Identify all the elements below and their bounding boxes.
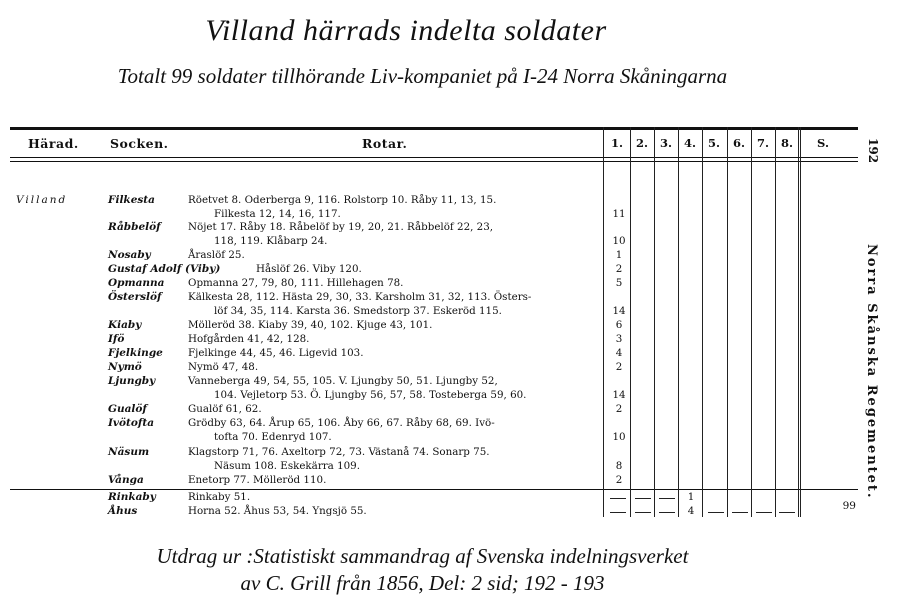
header-col-4: 4. [683, 136, 696, 150]
count-cell: 8 [615, 460, 623, 472]
col-line [678, 127, 679, 517]
count-cell: 11 [612, 208, 626, 220]
rotar-text: tofta 70. Edenryd 107. [214, 431, 332, 443]
page-subtitle: Totalt 99 soldater tillhörande Liv-kompaniet på I-24 Norra Skåningarna [117, 64, 728, 88]
count-cell: 2 [615, 361, 623, 373]
count-cell: 4 [687, 505, 695, 517]
col-line [603, 127, 604, 517]
rotar-text: Fjelkinge 44, 45, 46. Ligevid 103. [188, 347, 364, 359]
socken-name: Rinkaby [108, 491, 156, 503]
rotar-text: Åraslöf 25. [188, 249, 245, 261]
regiment-side-title: Norra Skånska Regementet. [864, 244, 879, 500]
table-header-rule-2 [10, 161, 858, 162]
count-cell: 14 [612, 305, 626, 317]
col-line [702, 127, 703, 517]
header-col-2: 2. [635, 136, 648, 150]
count-cell: 10 [612, 431, 626, 443]
socken-name: Gualöf [108, 403, 147, 415]
rotar-text: Grödby 63, 64. Årup 65, 106. Åby 66, 67. Råby 68, 69. Ivö- [188, 417, 495, 429]
count-cell: 1 [615, 249, 623, 261]
socken-name: Åhus [108, 505, 138, 517]
rotar-text: Nöjet 17. Råby 18. Råbelöf by 19, 20, 21. Råbbelöf 22, 23, [188, 221, 494, 233]
socken-name: Kiaby [108, 319, 142, 331]
header-col-8: 8. [780, 136, 793, 150]
page-number: 192 [866, 138, 880, 164]
count-cell: 6 [615, 319, 623, 331]
rotar-text: Enetorp 77. Mölleröd 110. [188, 474, 327, 486]
count-cell: 14 [612, 389, 626, 401]
header-harad: Härad. [28, 136, 79, 151]
socken-name: Nosaby [108, 249, 151, 261]
header-col-1: 1. [610, 136, 623, 150]
rotar-text: Kälkesta 28, 112. Hästa 29, 30, 33. Karsholm 31, 32, 113. Östers- [188, 291, 532, 303]
header-col-7: 7. [756, 136, 769, 150]
rotar-text: Röetvet 8. Oderberga 9, 116. Rolstorp 10. Råby 11, 13, 15. [188, 194, 497, 206]
empty-cell-dash [659, 512, 675, 513]
empty-cell-dash [610, 498, 626, 499]
rotar-text: Håslöf 26. Viby 120. [256, 263, 362, 275]
source-citation-line-1: Utdrag ur :Statistiskt sammandrag af Svenska indelningsverket [156, 544, 689, 568]
count-cell: 10 [612, 235, 626, 247]
empty-cell-dash [635, 512, 651, 513]
col-line [775, 127, 776, 517]
rotar-text: Filkesta 12, 14, 16, 117. [214, 208, 341, 220]
col-line [630, 127, 631, 517]
socken-name: Näsum [108, 446, 150, 458]
rotar-text: 118, 119. Klåbarp 24. [214, 235, 328, 247]
total-count: 99 [842, 500, 856, 512]
empty-cell-dash [756, 512, 772, 513]
count-cell: 3 [615, 333, 623, 345]
rotar-text: Rinkaby 51. [188, 491, 251, 503]
rotar-text: Opmanna 27, 79, 80, 111. Hillehagen 78. [188, 277, 404, 289]
empty-cell-dash [659, 498, 675, 499]
count-cell: 2 [615, 263, 623, 275]
socken-name: Ifö [108, 333, 125, 345]
rotar-text: Näsum 108. Eskekärra 109. [214, 460, 360, 472]
rinkaby-separator [10, 489, 858, 490]
header-rotar: Rotar. [362, 136, 408, 151]
page-title: Villand härrads indelta soldater [205, 14, 607, 47]
empty-cell-dash [779, 512, 795, 513]
empty-cell-dash [610, 512, 626, 513]
source-citation-line-2: av C. Grill från 1856, Del: 2 sid; 192 - 193 [240, 571, 605, 595]
col-line [751, 127, 752, 517]
socken-name: Vånga [108, 474, 144, 486]
socken-name: Gustaf Adolf (Viby) [108, 263, 221, 275]
table-top-rule [10, 127, 858, 130]
count-cell: 2 [615, 474, 623, 486]
col-line [654, 127, 655, 517]
header-col-6: 6. [732, 136, 745, 150]
rotar-text: Mölleröd 38. Kiaby 39, 40, 102. Kjuge 43, 101. [188, 319, 433, 331]
empty-cell-dash [635, 498, 651, 499]
header-col-s: S. [817, 136, 829, 150]
header-col-5: 5. [707, 136, 720, 150]
socken-name: Råbbelöf [108, 221, 161, 233]
header-socken: Socken. [110, 136, 169, 151]
empty-cell-dash [708, 512, 724, 513]
socken-name: Filkesta [108, 194, 155, 206]
socken-name: Opmanna [108, 277, 165, 289]
count-cell: 5 [615, 277, 623, 289]
rotar-text: Gualöf 61, 62. [188, 403, 262, 415]
socken-name: Österslöf [108, 291, 162, 303]
count-cell: 1 [687, 491, 695, 503]
socken-name: Ljungby [108, 375, 156, 387]
count-cell: 2 [615, 403, 623, 415]
rotar-text: löf 34, 35, 114. Karsta 36. Smedstorp 37. Eskeröd 115. [214, 305, 502, 317]
rotar-text: Hofgården 41, 42, 128. [188, 333, 310, 345]
table-header-rule [10, 157, 858, 158]
col-line-double [798, 127, 801, 517]
socken-name: Fjelkinge [108, 347, 163, 359]
count-cell: 4 [615, 347, 623, 359]
rotar-text: Klagstorp 71, 76. Axeltorp 72, 73. Västanå 74. Sonarp 75. [188, 446, 490, 458]
socken-name: Ivötofta [108, 417, 155, 429]
col-line [727, 127, 728, 517]
socken-name: Nymö [108, 361, 142, 373]
empty-cell-dash [732, 512, 748, 513]
rotar-text: Nymö 47, 48. [188, 361, 259, 373]
rotar-text: 104. Vejletorp 53. Ö. Ljungby 56, 57, 58. Tosteberga 59, 60. [214, 389, 527, 401]
harad-name: Villand [16, 194, 68, 206]
rotar-text: Horna 52. Åhus 53, 54. Yngsjö 55. [188, 505, 367, 517]
rotar-text: Vanneberga 49, 54, 55, 105. V. Ljungby 50, 51. Ljungby 52, [188, 375, 498, 387]
header-col-3: 3. [659, 136, 672, 150]
